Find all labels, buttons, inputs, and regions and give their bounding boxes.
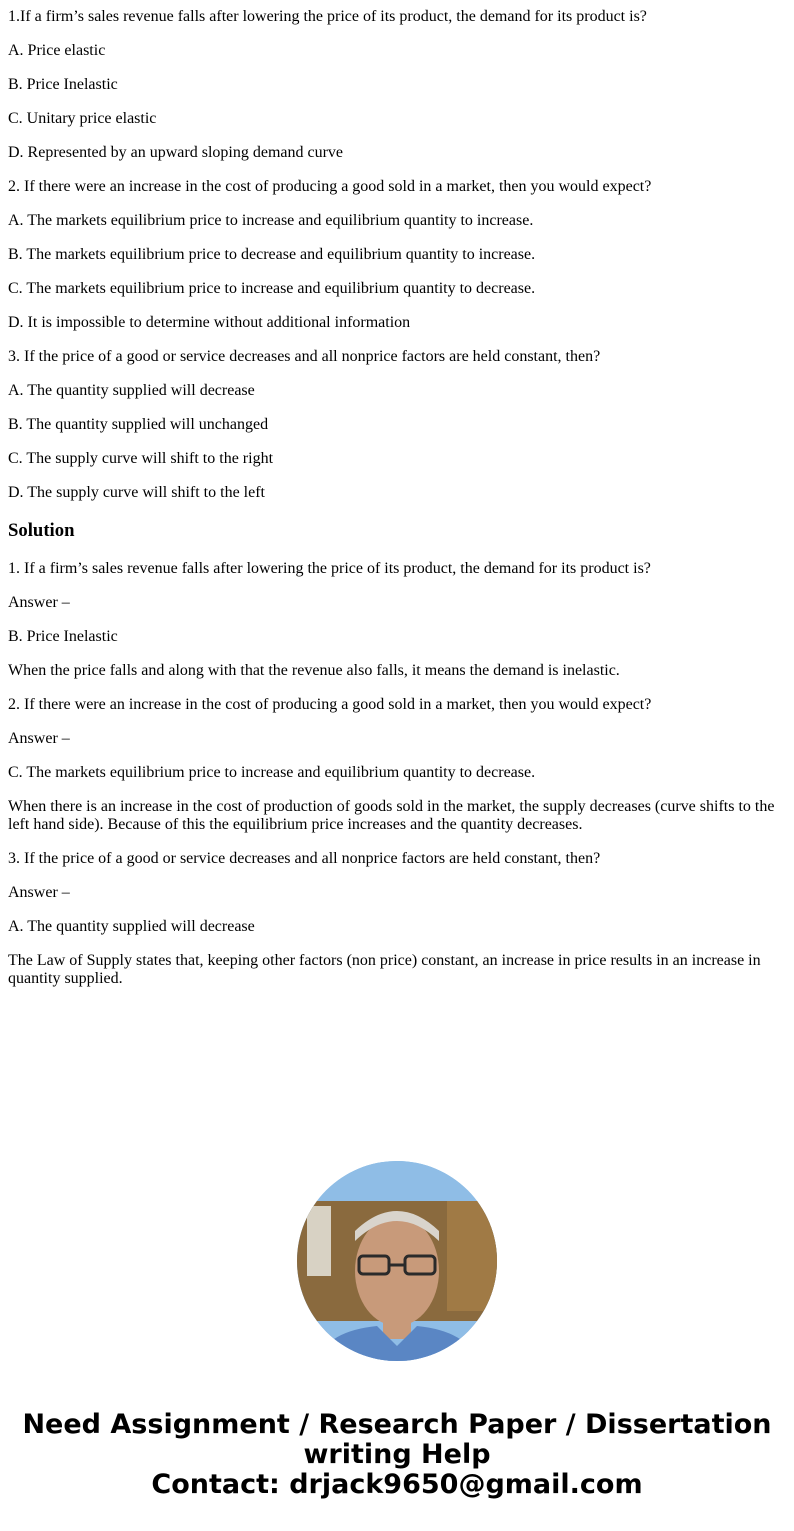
option: B. The quantity supplied will unchanged: [8, 416, 269, 433]
contact-banner: [0, 1410, 794, 1500]
answer-label: Answer –: [8, 884, 70, 901]
answer-label: Answer –: [8, 594, 70, 611]
option: D. The supply curve will shift to the left: [8, 484, 265, 501]
option: D. It is impossible to determine without additional information: [8, 314, 411, 331]
explanation: The Law of Supply states that, keeping other factors (non price) constant, an increase in price results in an increase in quantity supplied.: [8, 952, 761, 987]
promo-section: [0, 1161, 794, 1361]
option: D. Represented by an upward sloping demand curve: [8, 144, 344, 161]
question-1: [8, 8, 786, 162]
question-3: [8, 348, 786, 502]
explanation: When there is an increase in the cost of production of goods sold in the market, the supply decreases (curve shifts to the left hand side). Because of this the equilibrium price increases and the quantity decreases.: [8, 798, 775, 833]
option: C. The markets equilibrium price to increase and equilibrium quantity to decrease.: [8, 280, 536, 297]
option: A. The quantity supplied will decrease: [8, 382, 255, 399]
option: B. The markets equilibrium price to decrease and equilibrium quantity to increase.: [8, 246, 536, 263]
question-2: [8, 178, 786, 332]
answer: B. Price Inelastic: [8, 628, 118, 645]
question-text: 2. If there were an increase in the cost of producing a good sold in a market, then you would expect?: [8, 178, 652, 195]
answer: A. The quantity supplied will decrease: [8, 918, 255, 935]
explanation: When the price falls and along with that the revenue also falls, it means the demand is inelastic.: [8, 662, 620, 679]
question-text: 1.If a firm’s sales revenue falls after lowering the price of its product, the demand for its product is?: [8, 8, 647, 25]
answer: C. The markets equilibrium price to increase and equilibrium quantity to decrease.: [8, 764, 536, 781]
answer-label: Answer –: [8, 730, 70, 747]
option: C. Unitary price elastic: [8, 110, 157, 127]
option: A. Price elastic: [8, 42, 106, 59]
solution-question: 1. If a firm’s sales revenue falls after lowering the price of its product, the demand for its product is?: [8, 560, 651, 577]
author-avatar: [297, 1161, 497, 1361]
solution-question: 2. If there were an increase in the cost of producing a good sold in a market, then you would expect?: [8, 696, 652, 713]
banner-line: Need Assignment / Research Paper / Dissertation: [22, 1409, 772, 1440]
question-text: 3. If the price of a good or service decreases and all nonprice factors are held constant, then?: [8, 348, 601, 365]
solution-item-2: [8, 696, 786, 834]
solution-heading: Solution: [8, 520, 75, 541]
option: C. The supply curve will shift to the right: [8, 450, 274, 467]
banner-line: writing Help: [303, 1439, 491, 1470]
option: A. The markets equilibrium price to increase and equilibrium quantity to increase.: [8, 212, 534, 229]
solution-item-3: [8, 850, 786, 988]
document-body: [0, 8, 794, 988]
solution-item-1: [8, 560, 786, 680]
avatar-portrait: [297, 1161, 497, 1361]
option: B. Price Inelastic: [8, 76, 118, 93]
contact-email: Contact: drjack9650@gmail.com: [151, 1469, 643, 1500]
solution-question: 3. If the price of a good or service decreases and all nonprice factors are held constant, then?: [8, 850, 601, 867]
